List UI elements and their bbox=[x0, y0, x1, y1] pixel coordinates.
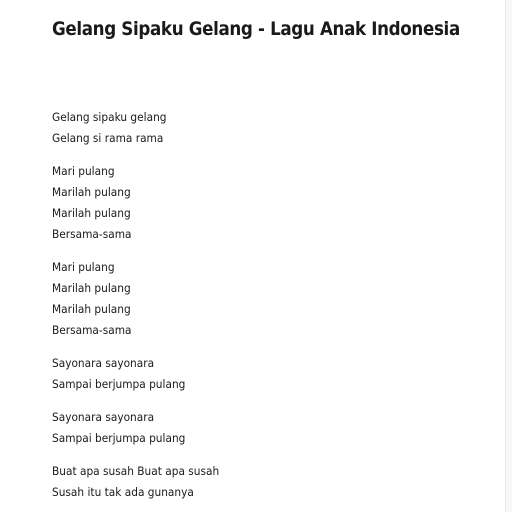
lyric-line: Susah itu tak ada gunanya bbox=[52, 485, 194, 499]
stanza bbox=[52, 161, 472, 245]
lyric-line: Bersama-sama bbox=[52, 323, 132, 337]
lyric-line: Mari pulang bbox=[52, 260, 115, 274]
lyric-line: Marilah pulang bbox=[52, 302, 131, 316]
lyric-line: Marilah pulang bbox=[52, 206, 131, 220]
lyric-line: Sampai berjumpa pulang bbox=[52, 431, 186, 445]
page-title: Gelang Sipaku Gelang - Lagu Anak Indonesia bbox=[52, 18, 460, 40]
lyric-line: Bersama-sama bbox=[52, 227, 132, 241]
lyric-line: Buat apa susah Buat apa susah bbox=[52, 464, 220, 478]
lyric-line: Sayonara sayonara bbox=[52, 356, 155, 370]
stanza bbox=[52, 407, 472, 449]
lyric-line: Gelang si rama rama bbox=[52, 131, 164, 145]
stanza bbox=[52, 257, 472, 341]
lyric-line: Sampai berjumpa pulang bbox=[52, 377, 186, 391]
stanza bbox=[52, 107, 472, 149]
stanza bbox=[52, 461, 472, 503]
lyric-line: Gelang sipaku gelang bbox=[52, 110, 167, 124]
lyrics-body bbox=[52, 107, 472, 512]
lyric-line: Marilah pulang bbox=[52, 185, 131, 199]
scrollbar[interactable] bbox=[505, 0, 512, 512]
stanza bbox=[52, 353, 472, 395]
lyric-line: Marilah pulang bbox=[52, 281, 131, 295]
lyric-line: Sayonara sayonara bbox=[52, 410, 155, 424]
lyric-line: Mari pulang bbox=[52, 164, 115, 178]
